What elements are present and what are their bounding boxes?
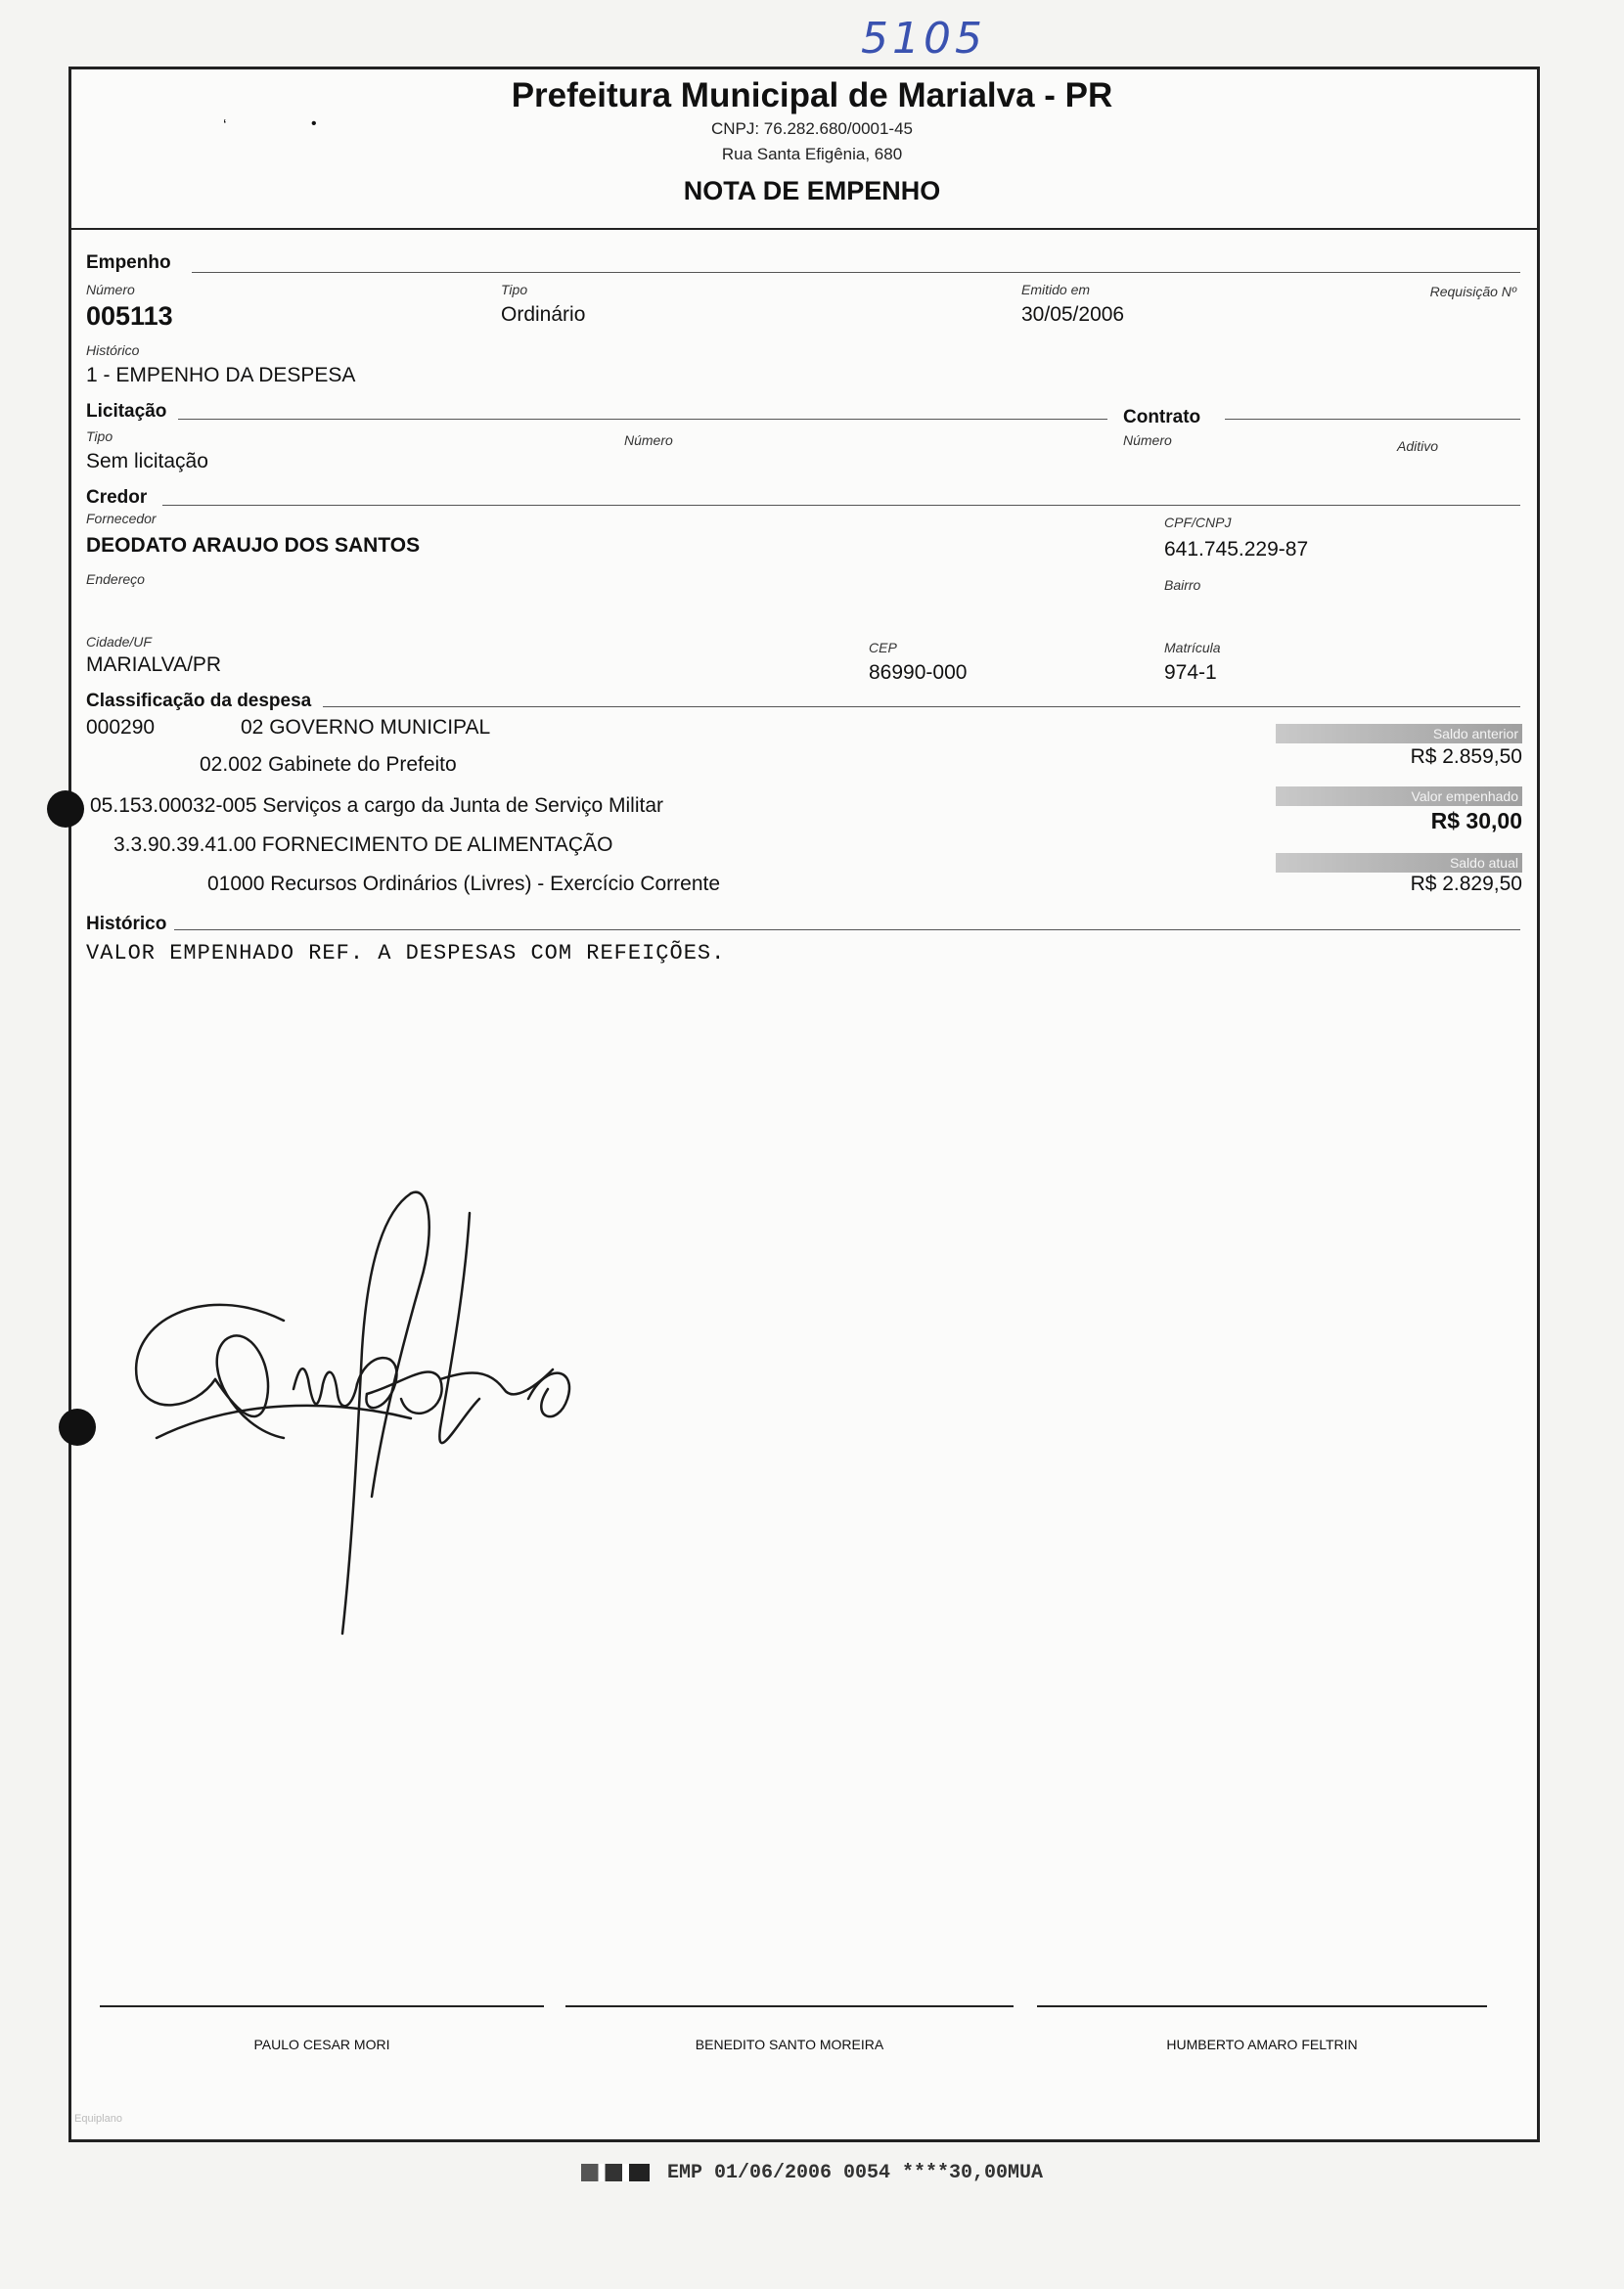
cep-value: 86990-000 (869, 661, 968, 684)
section-rule (192, 272, 1520, 273)
print-code (0, 2162, 1624, 2184)
numero-label: Número (86, 282, 135, 297)
valor-empenhado-label: Valor empenhado (1276, 786, 1522, 806)
section-licitacao: Licitação (86, 401, 167, 422)
class-resource: 01000 Recursos Ordinários (Livres) - Exercício Corrente (207, 873, 721, 895)
section-rule (174, 929, 1520, 930)
barcode-icon (581, 2164, 650, 2181)
handwritten-signature (117, 1174, 626, 1683)
section-contrato: Contrato (1123, 407, 1201, 427)
contrato-numero-label: Número (1123, 432, 1172, 448)
section-empenho: Empenho (86, 252, 171, 273)
licitacao-tipo: Sem licitação (86, 450, 208, 472)
signature-line (100, 2005, 544, 2007)
cpf-value: 641.745.229-87 (1164, 538, 1309, 561)
endereco-label: Endereço (86, 571, 145, 587)
historico-label: Histórico (86, 342, 140, 358)
saldo-atual-value: R$ 2.829,50 (1410, 873, 1522, 895)
class-sub-unit: 02.002 Gabinete do Prefeito (200, 753, 457, 776)
historico-text: VALOR EMPENHADO REF. A DESPESAS COM REFEIÇÕES. (86, 941, 726, 965)
handwritten-page-number: 5105 (861, 14, 986, 64)
class-program: 05.153.00032-005 Serviços a cargo da Junta de Serviço Militar (90, 794, 664, 817)
cidade-value: MARIALVA/PR (86, 653, 222, 676)
class-element: 3.3.90.39.41.00 FORNECIMENTO DE ALIMENTAÇÃO (113, 833, 613, 856)
signatory-name: BENEDITO SANTO MOREIRA (695, 2037, 884, 2052)
matricula-label: Matrícula (1164, 640, 1221, 655)
scan-mark: • (311, 115, 317, 132)
signatory-name: HUMBERTO AMARO FELTRIN (1166, 2037, 1358, 2052)
saldo-anterior-value: R$ 2.859,50 (1410, 745, 1522, 768)
requisicao-label: Requisição Nº (1429, 284, 1516, 299)
cep-label: CEP (869, 640, 897, 655)
class-code: 000290 (86, 716, 156, 739)
section-rule (323, 706, 1520, 707)
tipo-label: Tipo (501, 282, 528, 297)
matricula-value: 974-1 (1164, 661, 1217, 684)
cpf-label: CPF/CNPJ (1164, 515, 1232, 530)
org-name: Prefeitura Municipal de Marialva - PR (511, 76, 1113, 114)
signature-line (1037, 2005, 1487, 2007)
punch-hole (59, 1409, 96, 1446)
class-org-unit: 02 GOVERNO MUNICIPAL (241, 716, 491, 739)
valor-empenhado-value: R$ 30,00 (1430, 808, 1522, 833)
scan-mark: ‘ (223, 117, 227, 134)
licitacao-numero-label: Número (624, 432, 673, 448)
emitido-date: 30/05/2006 (1021, 303, 1125, 326)
cidade-label: Cidade/UF (86, 634, 152, 650)
software-footer: Equiplano (74, 2113, 122, 2125)
empenho-tipo: Ordinário (501, 303, 586, 326)
section-rule (1225, 419, 1520, 420)
licitacao-tipo-label: Tipo (86, 428, 113, 444)
org-cnpj: CNPJ: 76.282.680/0001-45 (710, 119, 914, 138)
signatory-name: PAULO CESAR MORI (253, 2037, 390, 2052)
section-rule (162, 505, 1520, 506)
org-address: Rua Santa Efigênia, 680 (721, 145, 903, 163)
fornecedor-label: Fornecedor (86, 511, 157, 526)
contrato-aditivo-label: Aditivo (1397, 438, 1439, 454)
empenho-number: 005113 (86, 301, 173, 331)
section-credor: Credor (86, 487, 148, 508)
doc-title: NOTA DE EMPENHO (683, 176, 941, 205)
bairro-label: Bairro (1164, 577, 1201, 593)
section-classificacao: Classificação da despesa (86, 691, 312, 711)
fornecedor-name: DEODATO ARAUJO DOS SANTOS (86, 534, 421, 557)
saldo-anterior-label: Saldo anterior (1276, 724, 1522, 743)
punch-hole (47, 790, 84, 828)
signature-line (565, 2005, 1014, 2007)
section-historico: Histórico (86, 914, 167, 934)
section-rule (178, 419, 1107, 420)
empenho-historico: 1 - EMPENHO DA DESPESA (86, 364, 356, 386)
print-code-text: EMP 01/06/2006 0054 ****30,00MUA (666, 2162, 1044, 2184)
header-divider (68, 228, 1537, 230)
saldo-atual-label: Saldo atual (1276, 853, 1522, 873)
emitido-label: Emitido em (1021, 282, 1091, 297)
